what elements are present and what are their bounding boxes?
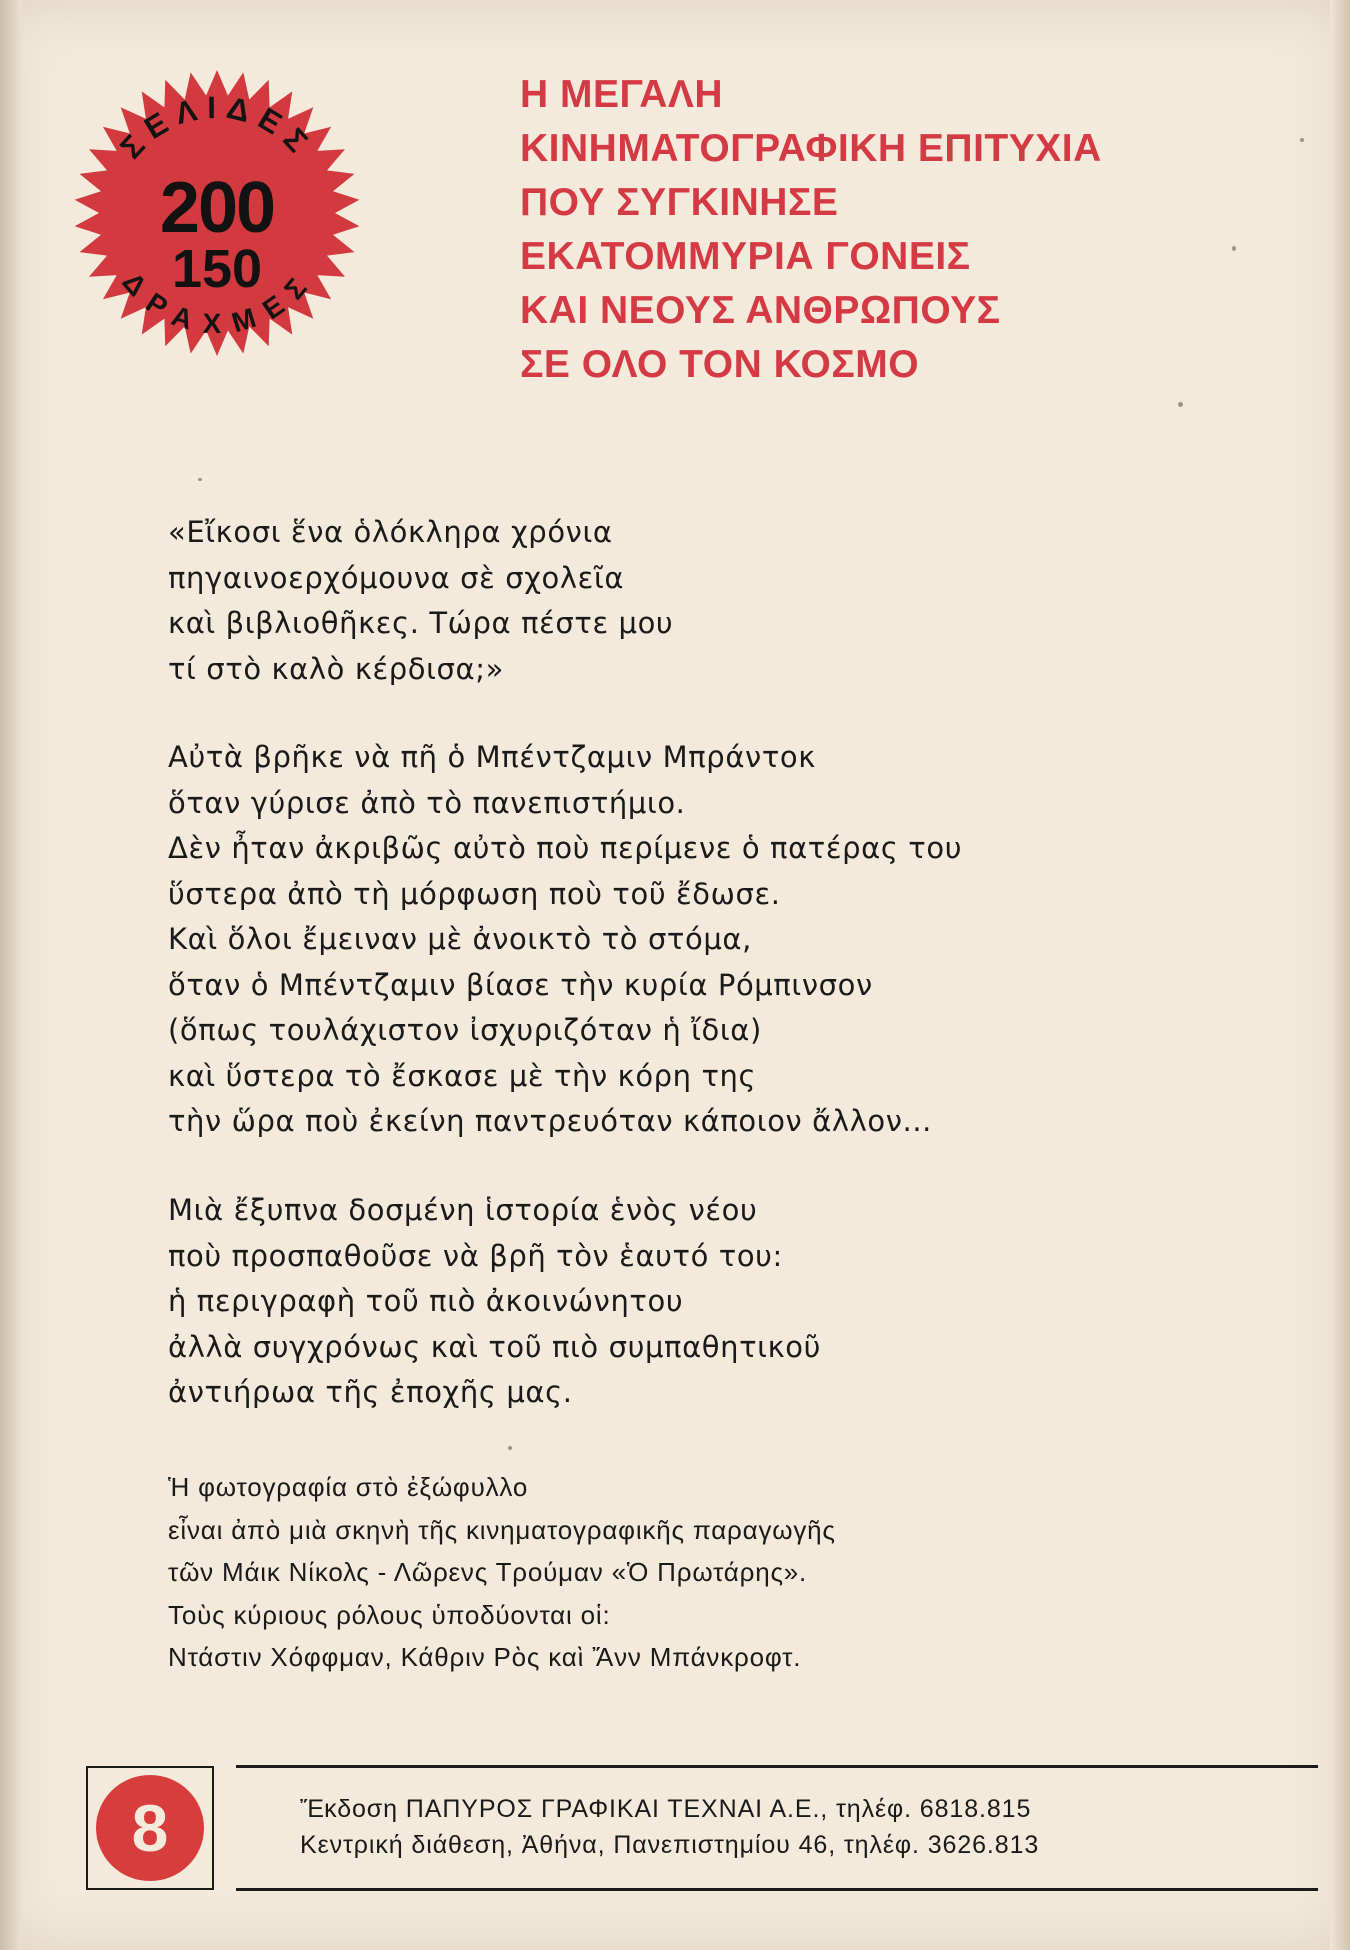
text-line: ἀντιήρωα τῆς ἐποχῆς μας. [168, 1375, 573, 1409]
series-logo [86, 1766, 214, 1890]
text-line: ὕστερα ἀπὸ τὴ μόρφωση ποὺ τοῦ ἔδωσε. [168, 876, 781, 911]
text-line: τὴν ὥρα ποὺ ἐκείνη παντρευόταν κάποιον ἄλλον... [168, 1104, 932, 1138]
text-line: πηγαινοερχόμουνα σὲ σχολεῖα [168, 560, 625, 595]
headline-line: ΕΚΑΤΟΜΜΥΡΙΑ ΓΟΝΕΙΣ [520, 235, 971, 278]
badge-page-count: 200 [159, 168, 275, 248]
text-line: ποὺ προσπαθοῦσε νὰ βρῆ τὸν ἑαυτό του: [168, 1238, 783, 1273]
paper-speck [508, 1446, 512, 1450]
caption-line: Τοὺς κύριους ρόλους ὑποδύονται οἱ: [168, 1599, 611, 1630]
text-line: ὅταν ὁ Μπέντζαμιν βίασε τὴν κυρία Ρόμπινσον [168, 967, 873, 1002]
page-edge [1330, 0, 1350, 1950]
photo-caption [168, 1466, 836, 1679]
text-line: ἡ περιγραφὴ τοῦ πιὸ ἀκοινώνητου [168, 1284, 684, 1318]
paper-speck [198, 478, 202, 481]
caption-line: τῶν Μάικ Νίκολς - Λῶρενς Τρούμαν «Ὁ Πρωτάρης». [168, 1557, 808, 1587]
badge-price-value: 150 [171, 239, 263, 299]
caption-line: εἶναι ἀπὸ μιὰ σκηνὴ τῆς κινηματογραφικῆς παραγωγῆς [168, 1514, 836, 1545]
text-line: καὶ ὕστερα τὸ ἔσκασε μὲ τὴν κόρη της [168, 1058, 757, 1093]
paper-speck [1178, 402, 1183, 407]
series-logo-circle [96, 1775, 204, 1881]
headline-line: ΠΟΥ ΣΥΓΚΙΝΗΣΕ [520, 181, 839, 224]
text-line: καὶ βιβλιοθῆκες. Τώρα πέστε μου [168, 606, 674, 640]
price-badge [72, 68, 362, 358]
text-line: Δὲν ἦταν ἀκριβῶς αὐτὸ ποὺ περίμενε ὁ πατέρας του [168, 831, 963, 865]
publisher-line: Ἔκδοση ΠΑΠΥΡΟΣ ΓΡΑΦΙΚΑΙ ΤΕΧΝΑΙ Α.Ε., τηλέφ. 6818.815 [300, 1795, 1032, 1823]
headline [520, 68, 1102, 392]
caption-line: Ἡ φωτογραφία στὸ ἐξώφυλλο [168, 1472, 529, 1502]
text-line: «Εἴκοσι ἕνα ὁλόκληρα χρόνια [168, 515, 613, 549]
text-line: (ὅπως τουλάχιστον ἰσχυριζόταν ἡ ἴδια) [168, 1013, 762, 1047]
caption-line: Ντάστιν Χόφφμαν, Κάθριν Ρὸς καὶ Ἄνν Μπάνκροφτ. [168, 1642, 802, 1672]
summary-paragraph [168, 1188, 1168, 1416]
paper-speck [1232, 246, 1236, 251]
badge-pages-label: ΣΕΛΙΔΕΣ [113, 89, 321, 166]
text-line: τί στὸ καλὸ κέρδισα;» [168, 651, 504, 686]
text-line: ὅταν γύρισε ἀπὸ τὸ πανεπιστήμιο. [168, 785, 686, 820]
synopsis-paragraph [168, 735, 1168, 1145]
text-line: Καὶ ὅλοι ἔμειναν μὲ ἀνοικτὸ τὸ στόμα, [168, 922, 752, 956]
text-line: ἀλλὰ συγχρόνως καὶ τοῦ πιὸ συμπαθητικοῦ [168, 1329, 821, 1364]
text-line: Μιὰ ἔξυπνα δοσμένη ἱστορία ἑνὸς νέου [168, 1193, 758, 1227]
headline-line: ΣΕ ΟΛΟ ΤΟΝ ΚΟΣΜΟ [520, 343, 920, 386]
quote-paragraph [168, 510, 1168, 692]
headline-line: ΚΑΙ ΝΕΟΥΣ ΑΝΘΡΩΠΟΥΣ [520, 289, 1001, 332]
badge-price-label: ΔΡΑΧΜΕΣ [116, 266, 318, 340]
series-number: 8 [131, 1791, 169, 1865]
headline-line: ΚΙΝΗΜΑΤΟΓΡΑΦΙΚΗ ΕΠΙΤΥΧΙΑ [520, 127, 1102, 170]
paper-speck [1300, 138, 1304, 142]
distribution-line: Κεντρική διάθεση, Ἀθήνα, Πανεπιστημίου 46, τηλέφ. 3626.813 [300, 1831, 1040, 1859]
footer-divider-top [236, 1765, 1318, 1768]
publisher-info [300, 1791, 1039, 1863]
footer-divider-bottom [236, 1888, 1318, 1891]
headline-line: Η ΜΕΓΑΛΗ [520, 73, 724, 116]
text-line: Αὐτὰ βρῆκε νὰ πῆ ὁ Μπέντζαμιν Μπράντοκ [168, 740, 816, 774]
book-spine-edge [0, 0, 22, 1950]
series-number-icon [96, 1775, 204, 1881]
